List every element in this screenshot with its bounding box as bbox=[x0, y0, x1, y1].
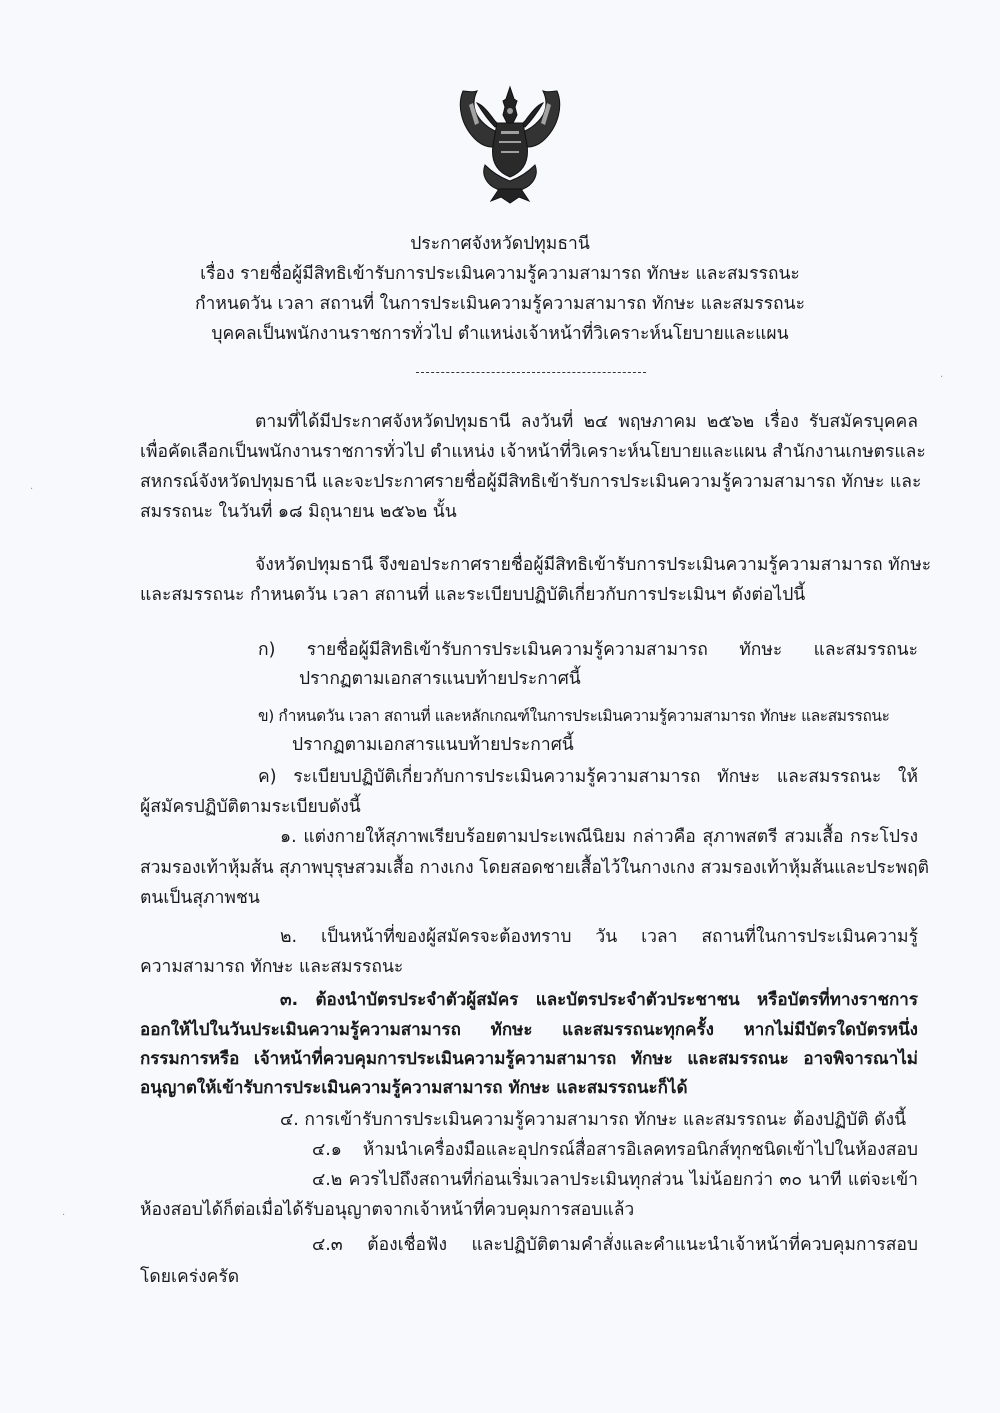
rule-4-2-line: ๔.๒ ควรไปถึงสถานที่ก่อนเริ่มเวลาประเมินทุกส่วน ไม่น้อยกว่า ๓๐ นาที แต่จะเข้า bbox=[312, 1170, 918, 1190]
paragraph-2-line: และสมรรถนะ กำหนดวัน เวลา สถานที่ และระเบียบปฏิบัติเกี่ยวกับการประเมินฯ ดังต่อไปนี้ bbox=[140, 585, 806, 605]
announcement-title: ประกาศจังหวัดปทุมธานี bbox=[410, 234, 590, 254]
rule-3-line: ๓. ต้องนำบัตรประจำตัวผู้สมัคร และบัตรประจำตัวประชาชน หรือบัตรที่ทางราชการ bbox=[280, 990, 918, 1010]
rule-2-line: ความสามารถ ทักษะ และสมรรถนะ bbox=[140, 957, 404, 977]
rule-4-2-line: ห้องสอบได้ก็ต่อเมื่อได้รับอนุญาตจากเจ้าหน้าที่ควบคุมการสอบแล้ว bbox=[140, 1200, 635, 1220]
rule-1-line: ๑. แต่งกายให้สุภาพเรียบร้อยตามประเพณีนิยม กล่าวคือ สุภาพสตรี สวมเสื้อ กระโปรง bbox=[280, 827, 918, 847]
subject-line: กำหนดวัน เวลา สถานที่ ในการประเมินความรู้ความสามารถ ทักษะ และสมรรถนะ bbox=[194, 294, 806, 314]
rule-2-line: ๒. เป็นหน้าที่ของผู้สมัครจะต้องทราบ วัน เวลา สถานที่ในการประเมินความรู้ bbox=[280, 927, 918, 947]
rule-4-3-line: โดยเคร่งครัด bbox=[140, 1267, 240, 1287]
rule-1-line: ตนเป็นสุภาพชน bbox=[140, 888, 260, 908]
rule-3-line: ออกให้ไปในวันประเมินความรู้ความสามารถ ทักษะ และสมรรถนะทุกครั้ง หากไม่มีบัตรใดบัตรหนึ่ง bbox=[140, 1020, 918, 1040]
scan-artifact: · bbox=[940, 372, 944, 383]
header-divider bbox=[416, 372, 646, 373]
paragraph-1-line: สมรรถนะ ในวันที่ ๑๘ มิถุนายน ๒๕๖๒ นั้น bbox=[140, 502, 457, 522]
subject-line: เรื่อง รายชื่อผู้มีสิทธิเข้ารับการประเมินความรู้ความสามารถ ทักษะ และสมรรถนะ bbox=[200, 264, 800, 284]
paragraph-1-line: เพื่อคัดเลือกเป็นพนักงานราชการทั่วไป ตำแหน่ง เจ้าหน้าที่วิเคราะห์นโยบายและแผน สำนักงานเกษตรและ bbox=[140, 442, 926, 462]
paragraph-1-line: ตามที่ได้มีประกาศจังหวัดปทุมธานี ลงวันที่ ๒๔ พฤษภาคม ๒๕๖๒ เรื่อง รับสมัครบุคคล bbox=[255, 412, 918, 432]
paragraph-2-line: จังหวัดปทุมธานี จึงขอประกาศรายชื่อผู้มีสิทธิเข้ารับการประเมินความรู้ความสามารถ ทักษะ bbox=[255, 555, 932, 575]
item-b-line: ข) กำหนดวัน เวลา สถานที่ และหลักเกณฑ์ในการประเมินความรู้ความสามารถ ทักษะ และสมรรถนะ bbox=[258, 707, 890, 725]
item-a-line: ก) รายชื่อผู้มีสิทธิเข้ารับการประเมินความรู้ความสามารถ ทักษะ และสมรรถนะ bbox=[258, 640, 918, 660]
scan-artifact: · bbox=[62, 1210, 66, 1221]
rule-4-1: ๔.๑ ห้ามนำเครื่องมือและอุปกรณ์สื่อสารอิเลคทรอนิกส์ทุกชนิดเข้าไปในห้องสอบ bbox=[312, 1140, 918, 1160]
subject-line: บุคคลเป็นพนักงานราชการทั่วไป ตำแหน่งเจ้าหน้าที่วิเคราะห์นโยบายและแผน bbox=[211, 324, 789, 344]
rule-3-line: อนุญาตให้เข้ารับการประเมินความรู้ความสามารถ ทักษะ และสมรรถนะก็ได้ bbox=[140, 1078, 688, 1098]
item-b-line: ปรากฏตามเอกสารแนบท้ายประกาศนี้ bbox=[292, 735, 574, 755]
rule-3-line: กรรมการหรือ เจ้าหน้าที่ควบคุมการประเมินความรู้ความสามารถ ทักษะ และสมรรถนะ อาจพิจารณาไม่ bbox=[140, 1049, 918, 1069]
garuda-emblem-icon bbox=[455, 85, 565, 205]
paragraph-1-line: สหกรณ์จังหวัดปทุมธานี และจะประกาศรายชื่อผู้มีสิทธิเข้ารับการประเมินความรู้ความสามารถ ทักษะ และ bbox=[140, 472, 922, 492]
item-c-line: ผู้สมัครปฏิบัติตามระเบียบดังนี้ bbox=[140, 797, 361, 817]
item-c-line: ค) ระเบียบปฏิบัติเกี่ยวกับการประเมินความรู้ความสามารถ ทักษะ และสมรรถนะ ให้ bbox=[258, 767, 918, 787]
rule-1-line: สวมรองเท้าหุ้มส้น สุภาพบุรุษสวมเสื้อ กางเกง โดยสอดชายเสื้อไว้ในกางเกง สวมรองเท้าหุ้มส้นและประพฤติ bbox=[140, 858, 930, 878]
rule-4-intro: ๔. การเข้ารับการประเมินความรู้ความสามารถ ทักษะ และสมรรถนะ ต้องปฏิบัติ ดังนี้ bbox=[280, 1110, 907, 1130]
scan-artifact: · bbox=[30, 484, 34, 495]
rule-4-3-line: ๔.๓ ต้องเชื่อฟัง และปฏิบัติตามคำสั่งและคำแนะนำเจ้าหน้าที่ควบคุมการสอบ bbox=[312, 1235, 918, 1255]
item-a-line: ปรากฏตามเอกสารแนบท้ายประกาศนี้ bbox=[299, 669, 581, 689]
